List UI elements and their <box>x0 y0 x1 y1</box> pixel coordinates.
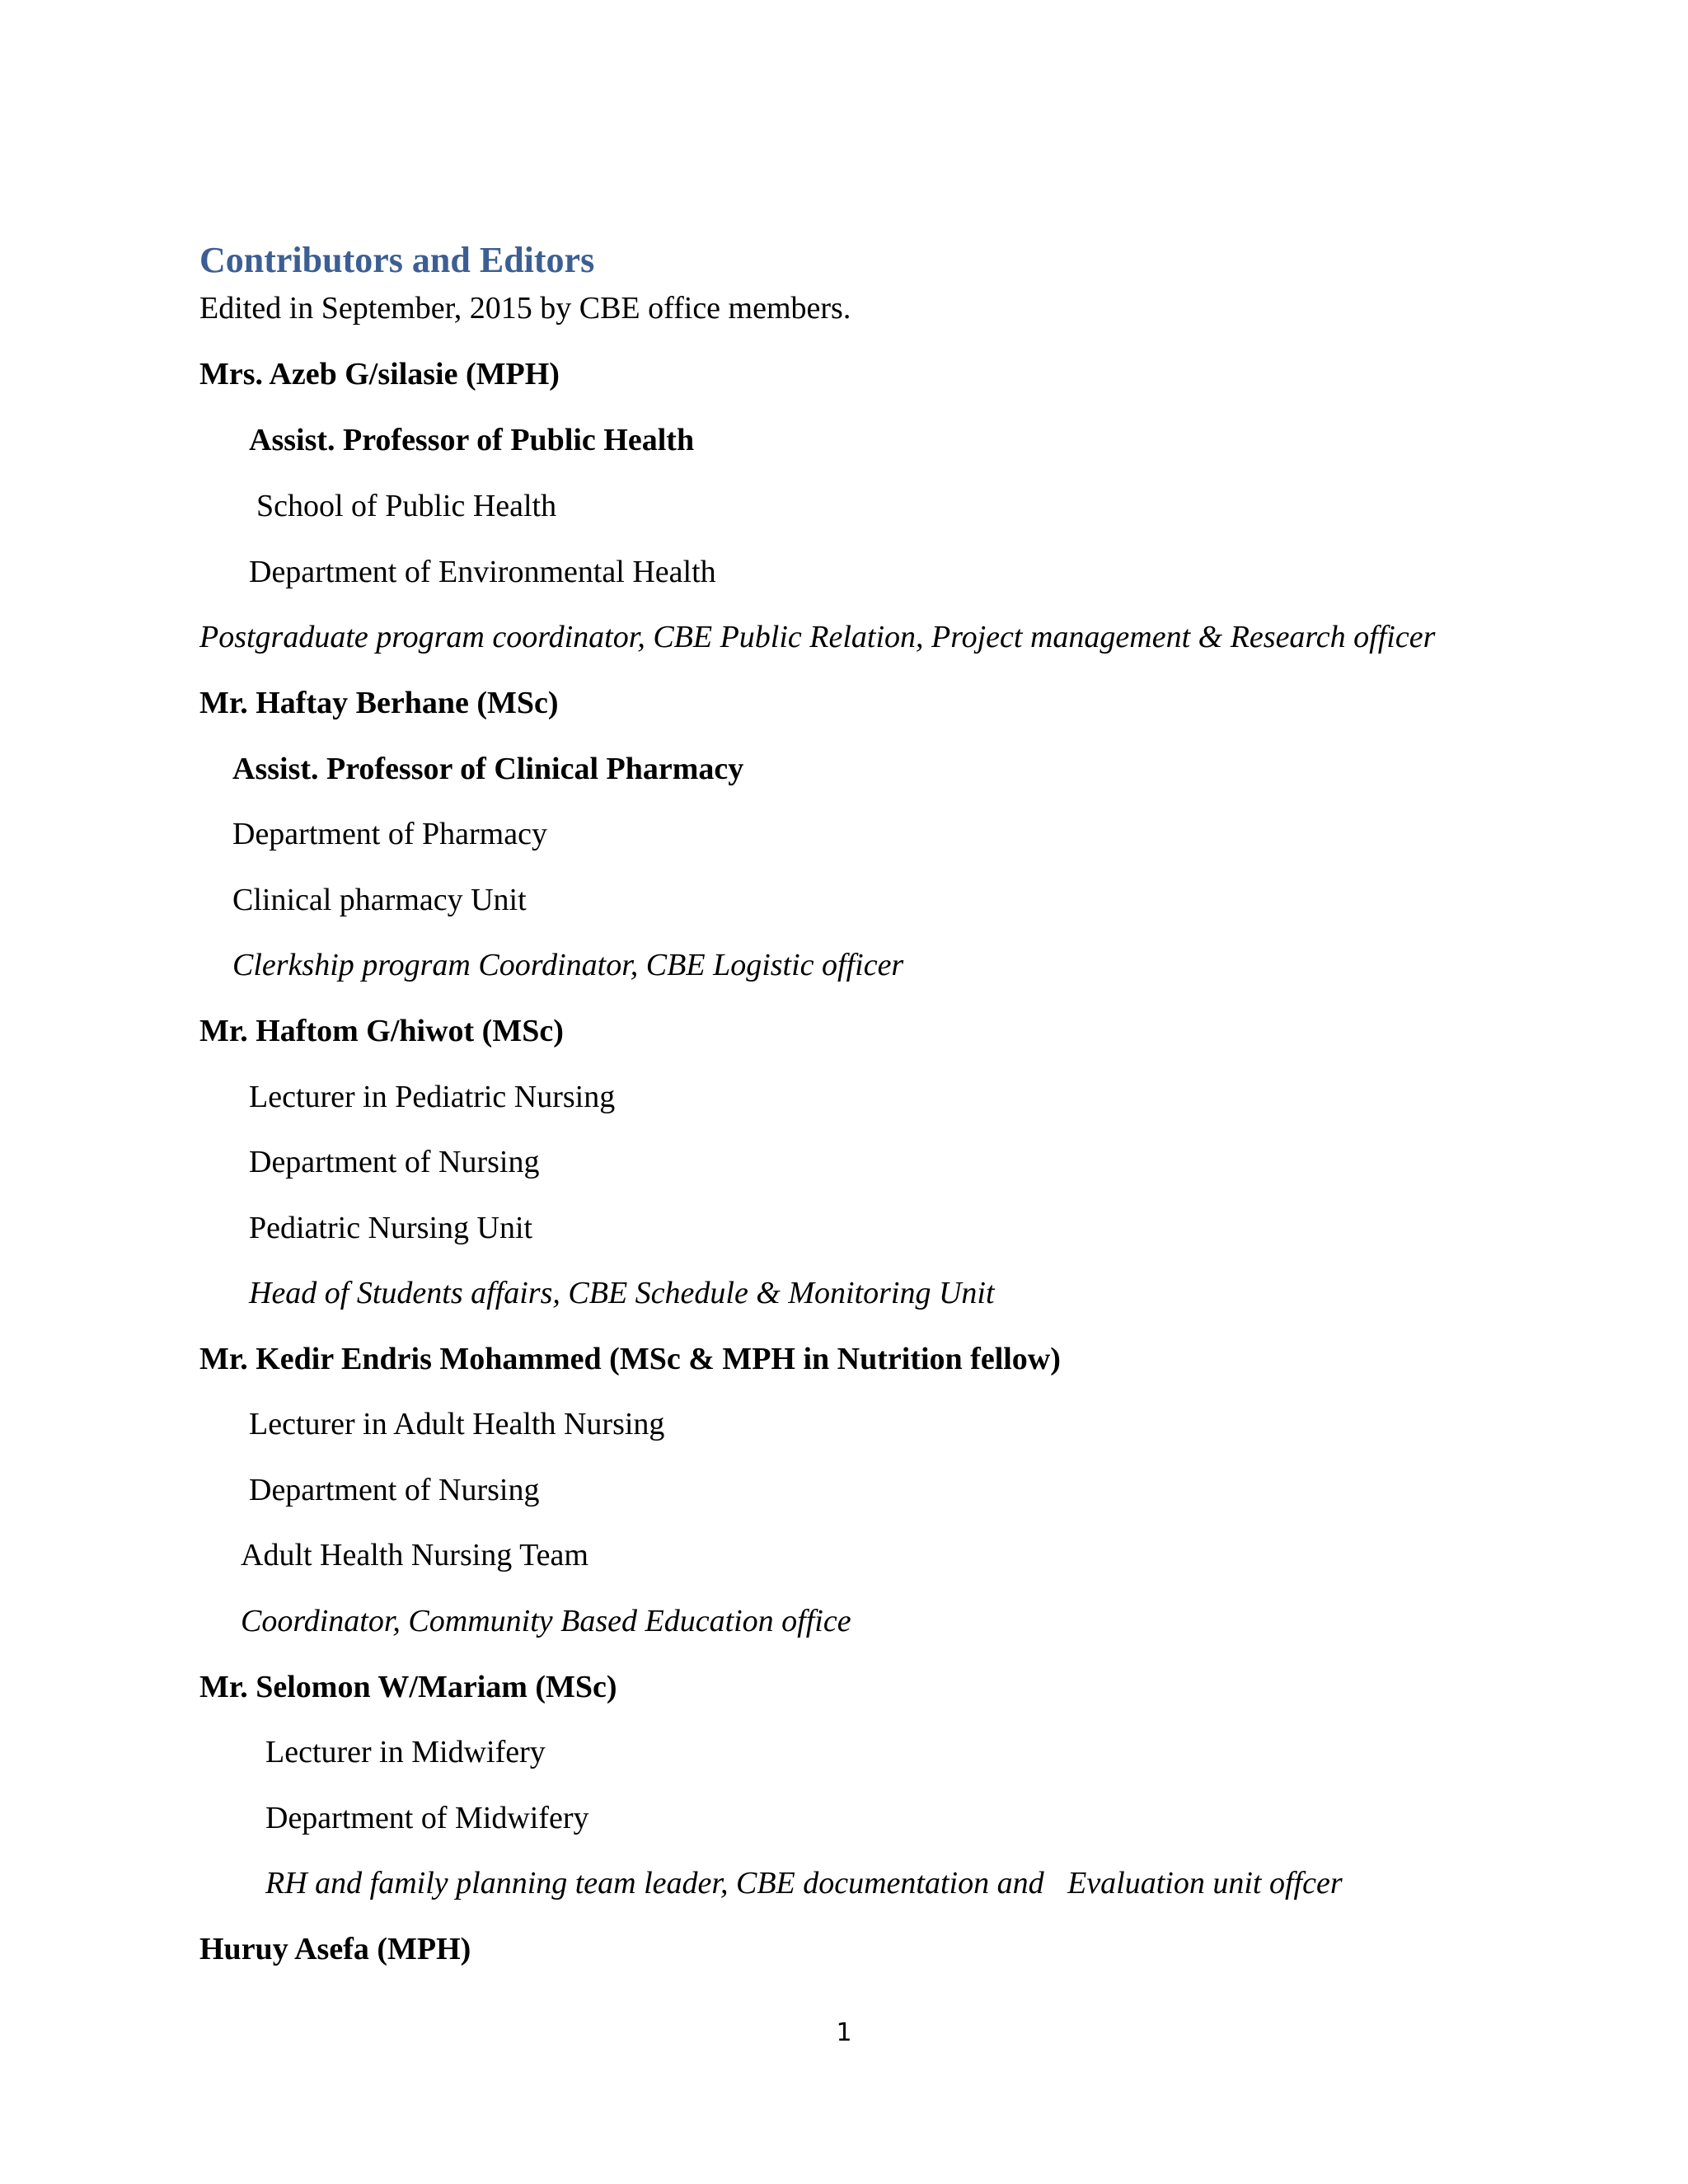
contributor-unit: Department of Environmental Health <box>249 555 716 589</box>
contributor-unit: Department of Nursing <box>249 1473 540 1507</box>
contributor-unit: School of Public Health <box>256 489 557 523</box>
contributor-title: Lecturer in Pediatric Nursing <box>249 1080 616 1114</box>
contributor-role: Coordinator, Community Based Education office <box>241 1604 851 1638</box>
contributor-unit: Department of Pharmacy <box>232 817 547 851</box>
contributor-name: Huruy Asefa (MPH) <box>199 1932 471 1966</box>
contributor-name: Mr. Haftom G/hiwot (MSc) <box>199 1014 564 1048</box>
contributor-name: Mr. Haftay Berhane (MSc) <box>199 686 559 720</box>
contributor-name: Mrs. Azeb G/silasie (MPH) <box>199 357 560 391</box>
page-number: 1 <box>836 2018 852 2047</box>
contributor-name: Mr. Kedir Endris Mohammed (MSc & MPH in Nutrition fellow) <box>199 1342 1061 1376</box>
contributor-title: Lecturer in Midwifery <box>265 1735 546 1769</box>
contributor-unit: Pediatric Nursing Unit <box>249 1211 533 1245</box>
contributor-title: Lecturer in Adult Health Nursing <box>249 1407 665 1441</box>
contributor-title: Assist. Professor of Clinical Pharmacy <box>232 752 744 786</box>
contributor-name: Mr. Selomon W/Mariam (MSc) <box>199 1670 617 1704</box>
contributor-unit: Department of Nursing <box>249 1145 540 1179</box>
contributor-unit: Adult Health Nursing Team <box>241 1538 588 1572</box>
contributor-unit: Department of Midwifery <box>265 1801 589 1835</box>
page-title: Contributors and Editors <box>199 240 595 280</box>
contributor-role: Clerkship program Coordinator, CBE Logistic officer <box>232 948 904 982</box>
contributor-role: Postgraduate program coordinator, CBE Public Relation, Project management & Research officer <box>199 620 1436 654</box>
contributor-unit: Clinical pharmacy Unit <box>232 883 527 917</box>
edited-note: Edited in September, 2015 by CBE office members. <box>199 291 851 326</box>
contributor-role: Head of Students affairs, CBE Schedule & Monitoring Unit <box>249 1276 995 1310</box>
contributor-role: RH and family planning team leader, CBE documentation and Evaluation unit offcer <box>265 1866 1343 1900</box>
contributor-title: Assist. Professor of Public Health <box>249 423 695 457</box>
